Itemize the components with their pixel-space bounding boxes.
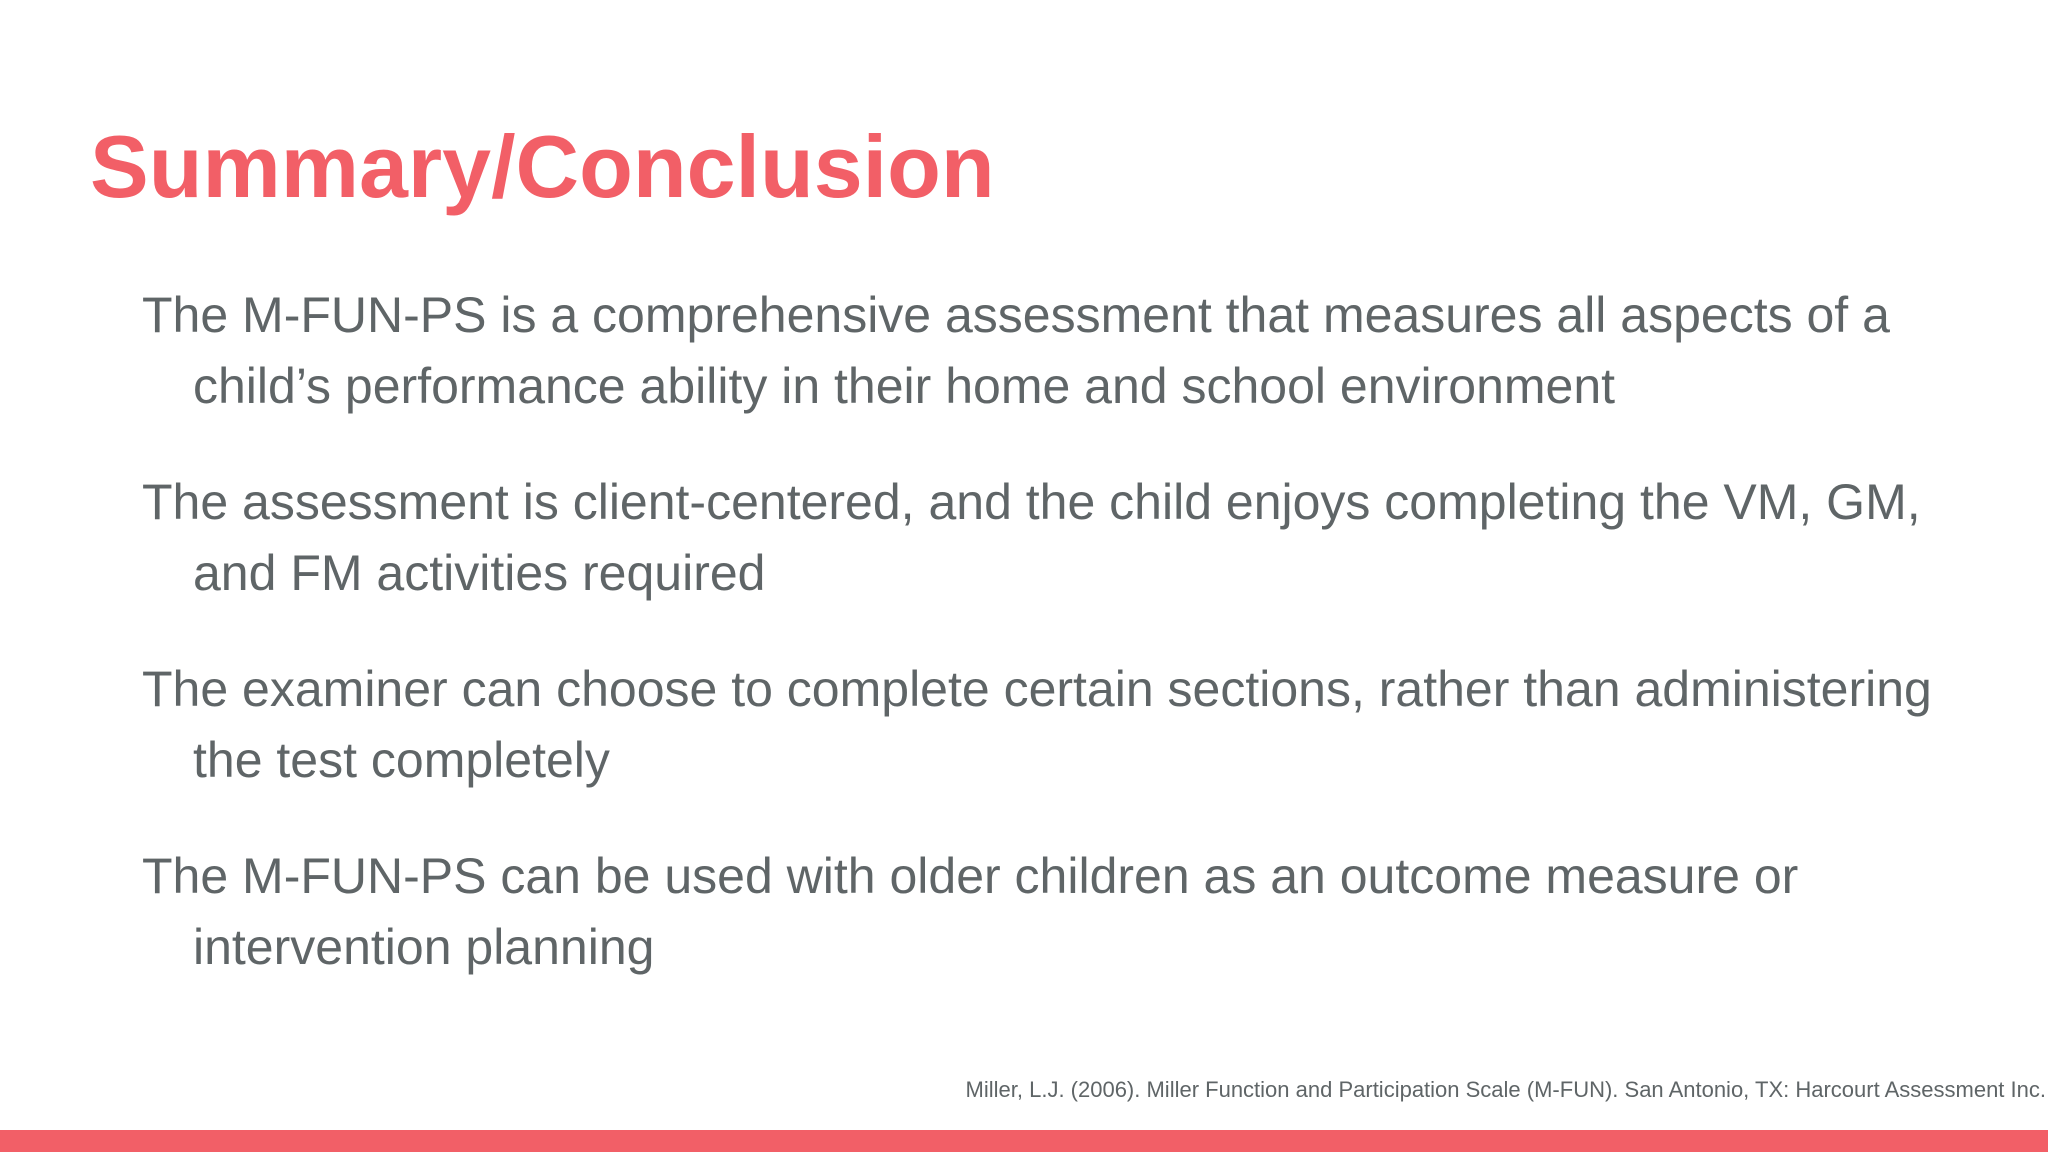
bullet-item: The M-FUN-PS can be used with older children as an outcome measure or intervention planning (142, 848, 1799, 975)
bullet-item: The M-FUN-PS is a comprehensive assessment that measures all aspects of a child’s performance ability in their home and school environment (142, 287, 1890, 414)
citation: Miller, L.J. (2006). Miller Function and Participation Scale (M-FUN). San Antonio, TX: Harcourt Assessment Inc. (965, 1077, 2046, 1102)
footer-accent-bar (0, 1130, 2048, 1152)
slide-title: Summary/Conclusion (90, 117, 995, 216)
bullet-item: The examiner can choose to complete certain sections, rather than administering the test completely (142, 661, 1932, 788)
bullet-item: The assessment is client-centered, and the child enjoys completing the VM, GM, and FM activities required (142, 474, 1921, 601)
bullet-list (142, 280, 1982, 1028)
